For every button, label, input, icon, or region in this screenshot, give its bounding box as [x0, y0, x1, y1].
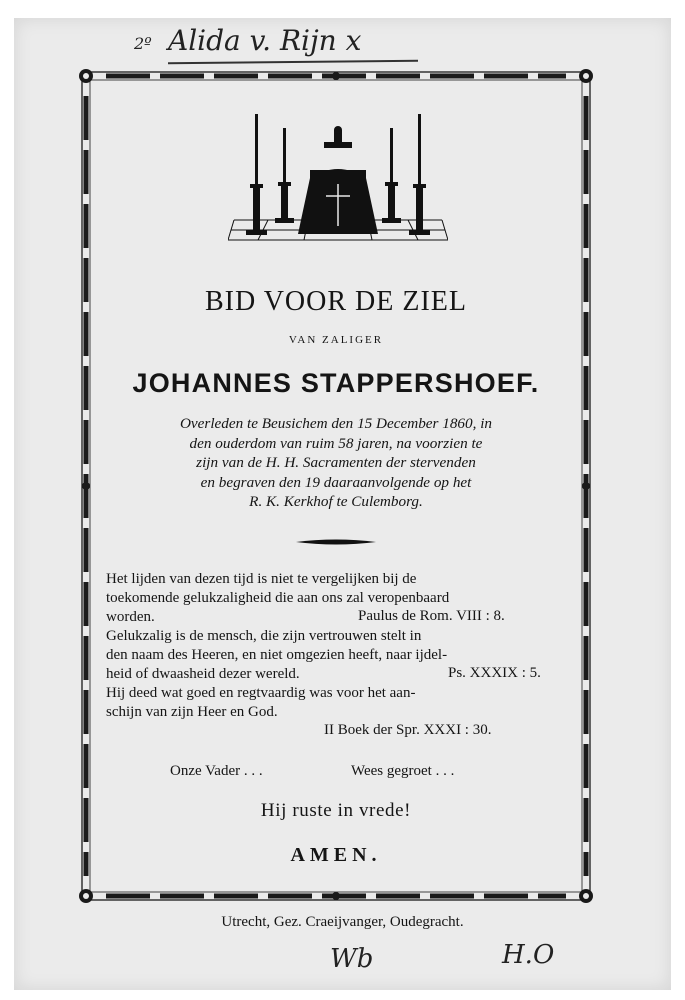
verse-line: toekomende gelukzaligheid die aan ons zal veropenbaard	[106, 590, 450, 606]
deceased-name: JOHANNES STAPPERSHOEF.	[132, 368, 540, 398]
card-heading: BID VOOR DE ZIEL	[204, 286, 467, 317]
bible-verse-1	[106, 570, 576, 627]
obituary-line: en begraven den 19 daaraanvolgende op het	[200, 473, 472, 491]
card-subheading: VAN ZALIGER	[288, 334, 384, 346]
obituary-line: R. K. Kerkhof te Culemborg.	[249, 493, 423, 510]
verse-line: Gelukzalig is de mensch, die zijn vertrouwen stelt in	[106, 628, 422, 644]
verse-line: heid of dwaasheid dezer wereld.	[106, 666, 300, 682]
ornamental-divider	[296, 538, 376, 546]
obituary-line: den ouderdom van ruim 58 jaren, na voorzien te	[189, 434, 483, 452]
verse-line: den naam des Heeren, en niet omgezien heeft, naar ijdel-	[106, 647, 448, 663]
verse-reference-1: Paulus de Rom. VIII : 8.	[358, 608, 505, 624]
obituary-text	[96, 414, 576, 512]
rest-in-peace: Hij ruste in vrede!	[260, 800, 412, 821]
printer-imprint: Utrecht, Gez. Craeijvanger, Oudegracht.	[221, 914, 464, 930]
altar-coffin-illustration	[228, 108, 448, 258]
handwritten-prefix: 2º	[134, 34, 152, 53]
bible-verse-3	[106, 684, 576, 722]
verse-reference-3: II Boek der Spr. XXXI : 30.	[324, 722, 492, 738]
handwritten-initials-right: H.O	[502, 940, 555, 970]
verse-line: schijn van zijn Heer en God.	[106, 704, 278, 720]
verse-line: Hij deed wat goed en regtvaardig was voor het aan-	[106, 685, 416, 701]
prayer-hail-mary: Wees gegroet . . .	[351, 763, 455, 779]
obituary-line: Overleden te Beusichem den 15 December 1860, in	[179, 415, 493, 432]
handwritten-name-note: Alida v. Rijn x	[168, 24, 362, 57]
verse-line: worden.	[106, 609, 155, 625]
handwritten-initials-left: Wb	[330, 944, 374, 974]
verse-line: Het lijden van dezen tijd is niet te vergelijken bij de	[106, 571, 417, 587]
prayer-our-father: Onze Vader . . .	[170, 763, 263, 779]
amen: AMEN.	[290, 844, 382, 866]
obituary-line: zijn van de H. H. Sacramenten der stervenden	[196, 454, 476, 471]
verse-reference-2: Ps. XXXIX : 5.	[448, 665, 541, 681]
